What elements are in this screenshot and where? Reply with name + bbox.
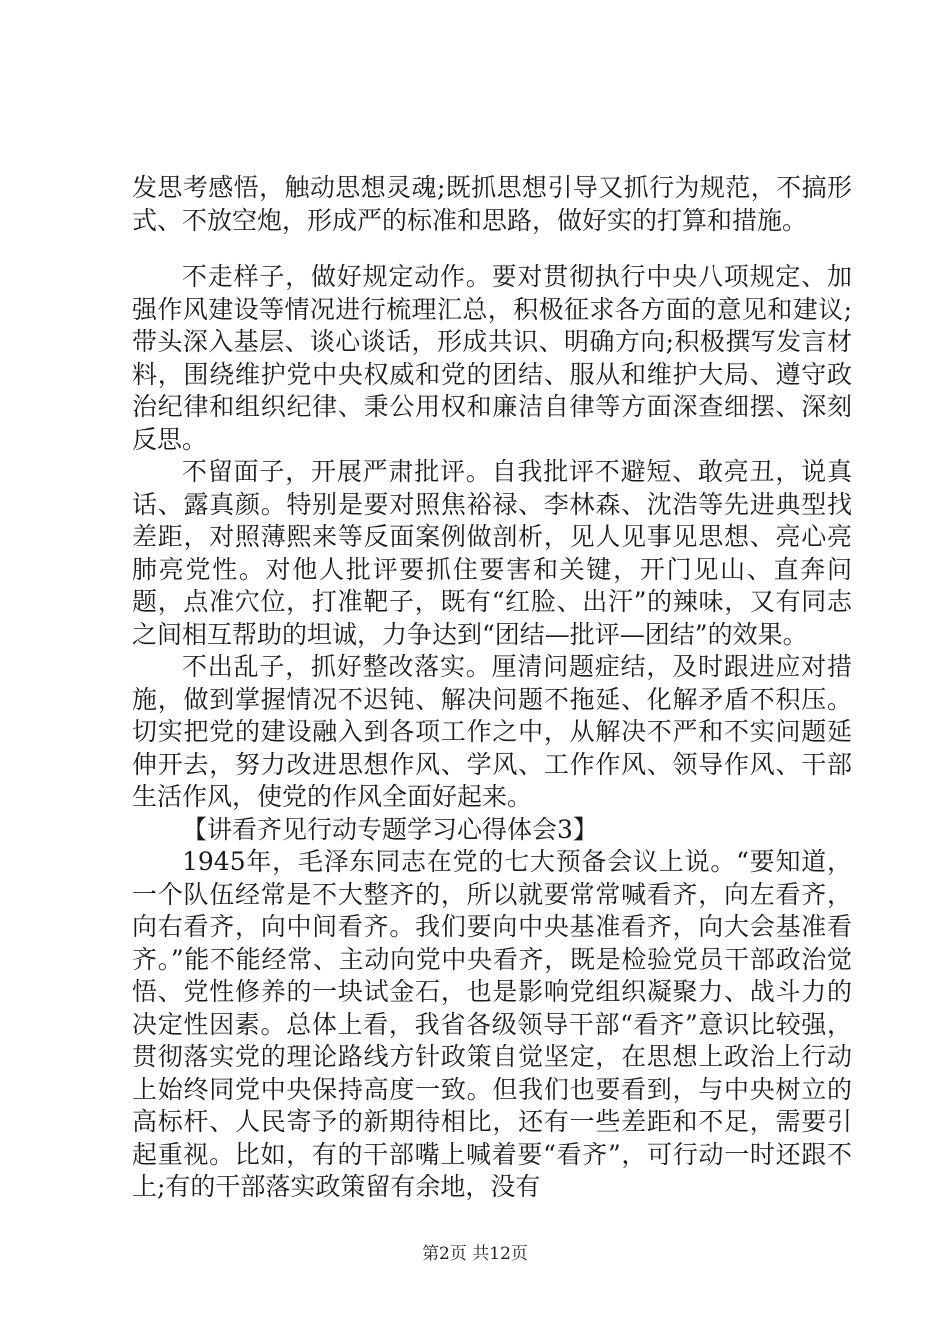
page-footer: 第2页 共12页 bbox=[422, 1244, 528, 1264]
paragraph-1945: 1945年，毛泽东同志在党的七大预备会议上说。“要知道，一个队伍经常是不大整齐的，所以就要常常喊看齐，向左看齐，向右看齐，向中间看齐。我们要向中央基准看齐，向大会基准看齐。”能不能经常、主动向党中央看齐，既是检验党员干部政治觉悟、党性修养的一块试金石，也是影响党组织凝聚力、战斗力的决定性因素。总体上看，我省各级领导干部“看齐”意识比较强，贯彻落实党的理论路线方针政策自觉坚定，在思想上政治上行动上始终同党中央保持高度一致。但我们也要看到，与中央树立的高标杆、人民寄予的新期待相比，还有一些差距和不足，需要引起重视。比如，有的干部嘴上喊着要“看齐”，可行动一时还跟不上;有的干部落实政策留有余地，没有 bbox=[132, 847, 852, 1201]
section-heading: 【讲看齐见行动专题学习心得体会3】 bbox=[182, 814, 598, 844]
document-body bbox=[132, 172, 852, 1204]
paragraph-rectification: 不出乱子，抓好整改落实。厘清问题症结，及时跟进应对措施，做到掌握情况不迟钝、解决问题不拖延、化解矛盾不积压。切实把党的建设融入到各项工作之中，从解决不严和不实问题延伸开去，努力改进思想作风、学风、工作作风、领导作风、干部生活作风，使党的作风全面好起来。 bbox=[132, 652, 852, 811]
paragraph-no-deviation: 不走样子，做好规定动作。要对贯彻执行中央八项规定、加强作风建设等情况进行梳理汇总，积极征求各方面的意见和建议;带头深入基层、谈心谈话，形成共识、明确方向;积极撰写发言材料，围绕维护党中央权威和党的团结、服从和维护大局、遵守政治纪律和组织纪律、秉公用权和廉洁自律等方面深查细摆、深刻反思。 bbox=[132, 262, 852, 454]
paragraph-criticism: 不留面子，开展严肃批评。自我批评不避短、敢亮丑，说真话、露真颜。特别是要对照焦裕禄、李林森、沈浩等先进典型找差距，对照薄熙来等反面案例做剖析，见人见事见思想、亮心亮肺亮党性。对他人批评要抓住要害和关键，开门见山、直奔问题，点准穴位，打准靶子，既有“红脸、出汗”的辣味，又有同志之间相互帮助的坦诚，力争达到“团结—批评—团结”的效果。 bbox=[132, 457, 852, 649]
paragraph-continuation: 发思考感悟，触动思想灵魂;既抓思想引导又抓行为规范，不搞形式、不放空炮，形成严的标准和思路，做好实的打算和措施。 bbox=[132, 173, 852, 235]
